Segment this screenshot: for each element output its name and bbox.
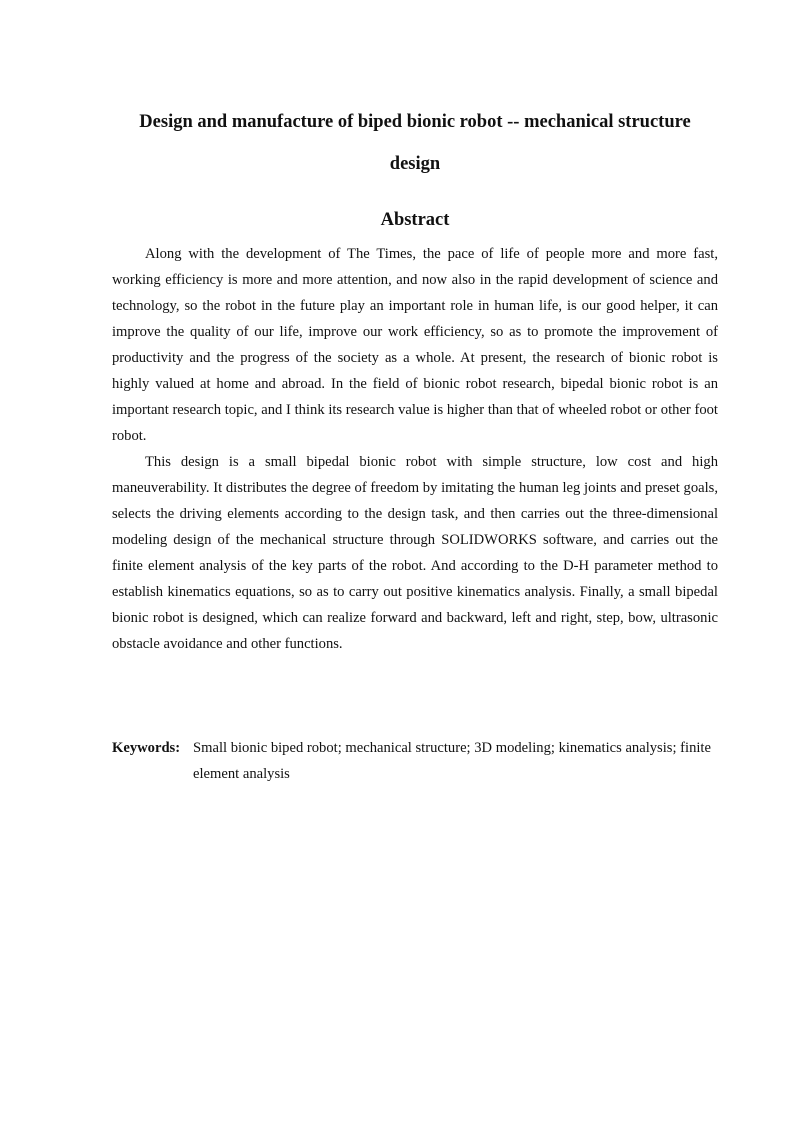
abstract-paragraph-1: Along with the development of The Times, the pace of life of people more and more fast, working efficiency is more and more attention, and now also in the rapid development of science and technology, so the robot in the future play an important role in human life, is our good helper, it can improve the quality of our life, improve our work efficiency, so as to promote the improvement of productivity and the progress of the society as a whole. At present, the research of bionic robot is highly valued at home and abroad. In the field of bionic robot research, bipedal bionic robot is an important research topic, and I think its research value is higher than that of wheeled robot or other foot robot.	[112, 246, 718, 444]
keywords-text: Small bionic biped robot; mechanical structure; 3D modeling; kinematics analysis; finite element analysis	[193, 740, 711, 782]
keywords-block	[112, 735, 718, 787]
abstract-body	[112, 241, 718, 657]
document-title: Design and manufacture of biped bionic robot -- mechanical structure design	[139, 112, 691, 174]
abstract-paragraph-2: This design is a small bipedal bionic robot with simple structure, low cost and high maneuverability. It distributes the degree of freedom by imitating the human leg joints and preset goals, selects the driving elements according to the design task, and then carries out the three-dimensional modeling design of the mechanical structure through SOLIDWORKS software, and carries out the finite element analysis of the key parts of the robot. And according to the D-H parameter method to establish kinematics equations, so as to carry out positive kinematics analysis. Finally, a small bipedal bionic robot is designed, which can realize forward and backward, left and right, step, bow, ultrasonic obstacle avoidance and other functions.	[112, 454, 718, 652]
abstract-heading: Abstract	[380, 210, 450, 230]
keywords-label: Keywords:	[112, 740, 181, 756]
